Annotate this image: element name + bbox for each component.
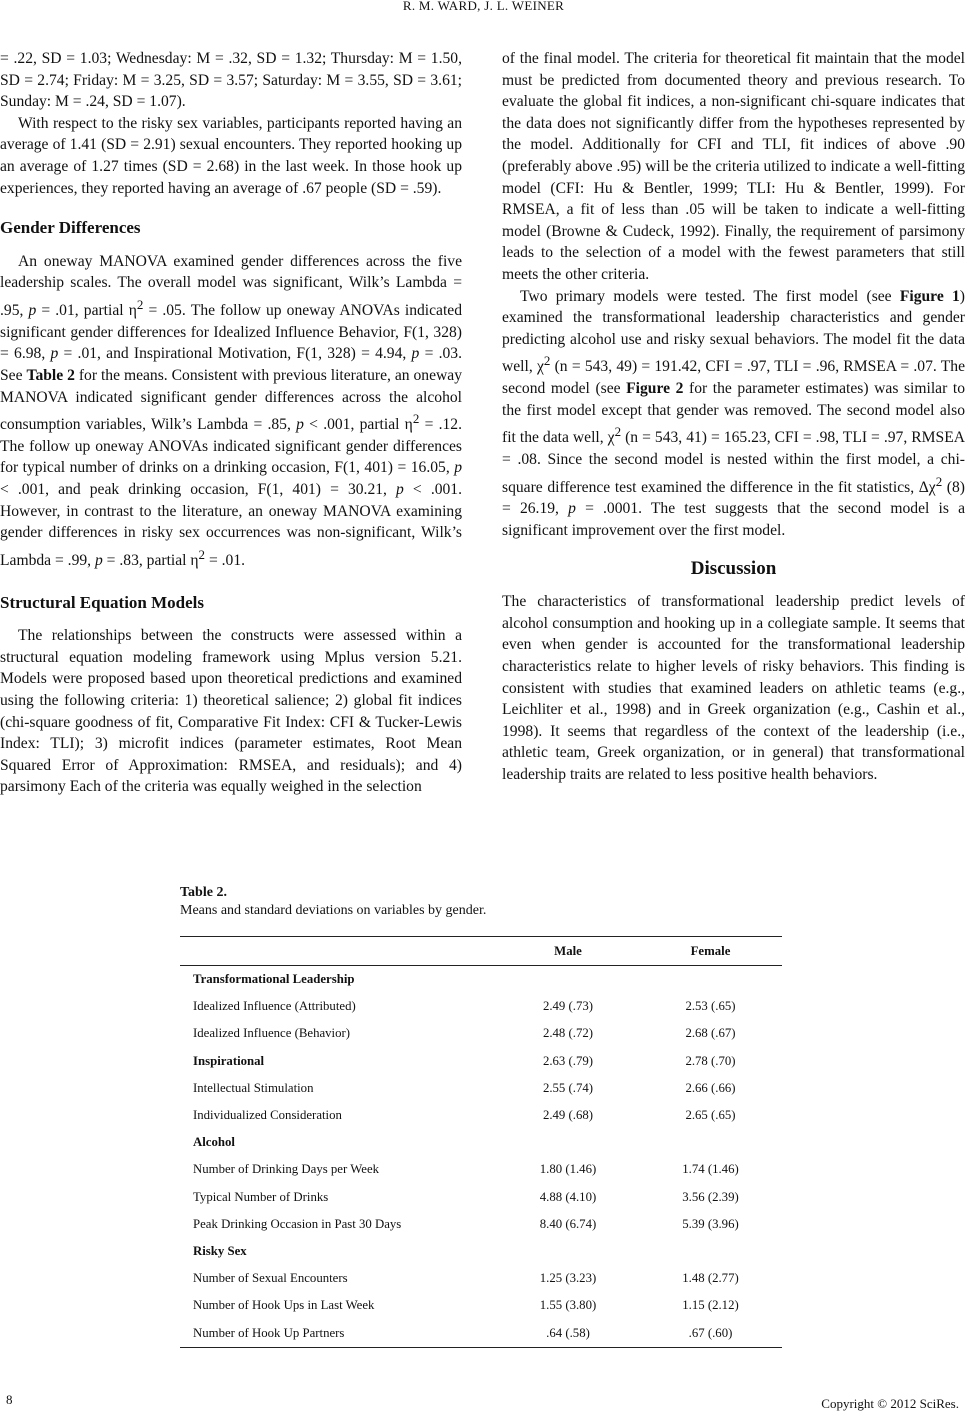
cell-female: 1.74 (1.46) — [682, 1162, 739, 1177]
table-row — [180, 1156, 782, 1183]
left-column — [0, 48, 462, 798]
cell-male — [497, 966, 639, 994]
table-row — [180, 966, 782, 994]
row-label: Number of Hook Up Partners — [180, 1319, 497, 1347]
paragraph: The relationships between the constructs were assessed within a structural equation modeling framework using Mplus version 5.21. Models were proposed based upon theoretical predictions and examined using the following criteria: 1) theoretical salience; 2) global fit indices (chi-square goodness of fit, Comparative Fit Index: CFI & Tucker-Lewis Index: TLI); 3) microfit indices (parameter estimates, Root Mean Squared Error of Approximation: RMSEA, and residuals); and 4) parsimony Each of the criteria was equally weighed in the selection — [0, 627, 462, 796]
cell-male: 2.49 (.68) — [542, 1108, 594, 1123]
paragraph: = .22, SD = 1.03; Wednesday: M = .32, SD = 1.32; Thursday: M = 1.50, SD = 2.74; Friday: M = 3.25, SD = 3.57; Saturday: M = 3.55, SD = 3.61; Sunday: M = .24, SD = 1.07). — [0, 50, 462, 111]
table-row — [180, 1211, 782, 1238]
table-title: Table 2. — [180, 885, 227, 900]
row-label: Idealized Influence (Attributed) — [193, 999, 356, 1014]
row-label: Number of Drinking Days per Week — [193, 1162, 380, 1177]
row-label: Typical Number of Drinks — [193, 1189, 329, 1204]
cell-male: 2.55 (.74) — [542, 1080, 594, 1095]
cell-male: 2.49 (.73) — [542, 999, 594, 1014]
row-label: Transformational Leadership — [193, 972, 355, 987]
paragraph: of the final model. The criteria for theoretical fit maintain that the model must be predicted from documented theory and previous research. To evaluate the global fit indices, a non-significant chi-square indicates that the data does not significantly differ from the hypotheses represented by the model. Additionally for CFI and TLI, fit indices of above .90 (preferably above .95) will be the criteria utilized to indicate a well-fitting model (CFI: Hu & Bentler, 1999; TLI: Hu & Bentler, 1999). For RMSEA, a fit of less than .05 will be taken to indicate a well-fitting model (Browne & Cudeck, 1992). Finally, the requirement of parsimony leads to the selection of a model with the fewest parameters that still meets the other criteria. — [502, 50, 965, 283]
section-heading: Structural Equation Models — [0, 592, 205, 612]
row-label: Intellectual Stimulation — [193, 1080, 314, 1095]
cell-male: 2.48 (.72) — [542, 1026, 594, 1041]
cell-female: 2.65 (.65) — [685, 1108, 736, 1123]
column-header — [180, 937, 497, 966]
cell-female: 2.53 (.65) — [685, 999, 736, 1014]
table-row — [180, 1102, 782, 1129]
table-reference: Table 2 — [26, 366, 75, 384]
column-header: Male — [497, 937, 639, 966]
copyright: Copyright © 2012 SciRes. — [821, 1396, 959, 1411]
cell-female: 2.78 (.70) — [685, 1053, 736, 1068]
table-row — [180, 1292, 782, 1319]
cell-female — [639, 1238, 782, 1265]
table-row — [180, 993, 782, 1020]
cell-male: 2.63 (.79) — [542, 1053, 594, 1068]
row-label: Peak Drinking Occasion in Past 30 Days — [193, 1216, 402, 1231]
paragraph: Two primary models were tested. The first model (see Figure 1) examined the transformational leadership characteristics and gender predicting alcohol use and risky sexual behaviors. The model fit the data well, $\chi^2$ (n = 543, 49) = 191.42, CFI = .97, TLI = .96, RMSEA = .07. The second model (see Figure 2 for the parameter estimates) was similar to the first model except that gender was removed. The second model also fit the data well, $\chi^2$ (n = 543, 41) = 165.23, CFI = .98, TLI = .97, RMSEA = .08. Since the second model is nested within the first model, a chi-square difference test examined the difference in the fit statistics, $\Delta\chi^2$ (8) = 26.19, p = .0001. The test suggests that the second model is a significant improvement over the first model. — [502, 287, 965, 540]
row-label: Number of Sexual Encounters — [193, 1271, 348, 1286]
table-caption: Means and standard deviations on variables by gender. — [180, 903, 487, 918]
means-table — [180, 936, 782, 1348]
cell-female: 2.68 (.67) — [685, 1026, 736, 1041]
row-label: Inspirational — [193, 1053, 265, 1068]
paragraph: With respect to the risky sex variables, participants reported having an average of 1.41 (SD = 2.91) sexual encounters. They reported hooking up an average of 1.27 times (SD = 2.68) in the last week. In those hook up experiences, they reported having an average of .67 people (SD = .59). — [0, 114, 462, 197]
table-row — [180, 1319, 782, 1347]
running-head: R. M. WARD, J. L. WEINER — [402, 0, 565, 13]
section-heading: Gender Differences — [0, 218, 141, 238]
cell-male: .64 (.58) — [497, 1319, 639, 1347]
cell-female: .67 (.60) — [639, 1319, 782, 1347]
cell-female — [639, 966, 782, 994]
row-label: Risky Sex — [193, 1243, 247, 1258]
page-number: 8 — [6, 1392, 13, 1407]
figure-reference: Figure 1 — [899, 287, 960, 305]
table-row — [180, 1238, 782, 1265]
section-heading: Discussion — [690, 557, 777, 579]
cell-female: 2.66 (.66) — [685, 1080, 736, 1095]
cell-male: 4.88 (4.10) — [539, 1189, 597, 1204]
table-row — [180, 1129, 782, 1156]
cell-female — [639, 1129, 782, 1156]
paragraph: The characteristics of transformational leadership predict levels of alcohol consumption and hooking up in a collegiate sample. It seems that even when gender is accounted for the transformational leadership characteristics relate to higher levels of risky behaviors. This finding is consistent with studies that examined leaders on athletic teams (e.g., Leichliter et al., 1998) and in Greek organization (e.g., Cashin et al., 1998). It seems that regardless of the context of the leadership (i.e., athletic team, Greek organization, or in general) that transformational leadership traits are related to less positive health behaviors. — [502, 593, 965, 783]
table-row — [180, 1020, 782, 1047]
row-label: Idealized Influence (Behavior) — [193, 1026, 351, 1041]
cell-female: 5.39 (3.96) — [682, 1216, 739, 1231]
cell-male — [497, 1129, 639, 1156]
cell-male: 1.80 (1.46) — [539, 1162, 597, 1177]
right-column — [502, 48, 965, 786]
table-row — [180, 1184, 782, 1211]
cell-female: 1.48 (2.77) — [682, 1271, 739, 1286]
cell-male — [497, 1238, 639, 1265]
figure-reference: Figure 2 — [626, 380, 684, 398]
table-header-row — [180, 937, 782, 966]
row-label: Number of Hook Ups in Last Week — [193, 1298, 375, 1313]
table-row — [180, 1048, 782, 1075]
cell-male: 1.55 (3.80) — [539, 1298, 597, 1313]
table-2 — [180, 884, 782, 1348]
cell-male: 1.25 (3.23) — [539, 1271, 597, 1286]
table-row — [180, 1075, 782, 1102]
column-header: Female — [639, 937, 782, 966]
cell-female: 1.15 (2.12) — [682, 1298, 739, 1313]
cell-female: 3.56 (2.39) — [682, 1189, 739, 1204]
paragraph: An oneway MANOVA examined gender differences across the five leadership scales. The overall model was significant, Wilk’s Lambda = .95, p = .01, partial $\eta^2 = .05$. The follow up oneway ANOVAs indicated significant gender differences for Idealized Influence Behavior, F(1, 328) = 6.98, p = .01, and Inspirational Motivation, F(1, 328) = 4.94, p = .03. See Table 2 for the means. Consistent with previous literature, an oneway MANOVA indicated significant gender differences across the alcohol consumption variables, Wilk’s Lambda = .85, p < .001, partial $\eta^2 = .12$. The follow up oneway ANOVAs indicated significant gender differences for typical number of drinks on a drinking occasion, F(1, 401) = 16.05, p < .001, and peak drinking occasion, F(1, 401) = 30.21, p < .001. However, in contrast to the literature, an oneway MANOVA examining gender differences in risky sex occurrences was non-significant, Wilk’s Lambda = .99, p = .83, partial $\eta^2 = .01$. — [0, 252, 463, 570]
row-label: Individualized Consideration — [193, 1108, 342, 1123]
cell-male: 8.40 (6.74) — [539, 1216, 597, 1231]
row-label: Alcohol — [193, 1135, 235, 1150]
table-row — [180, 1265, 782, 1292]
